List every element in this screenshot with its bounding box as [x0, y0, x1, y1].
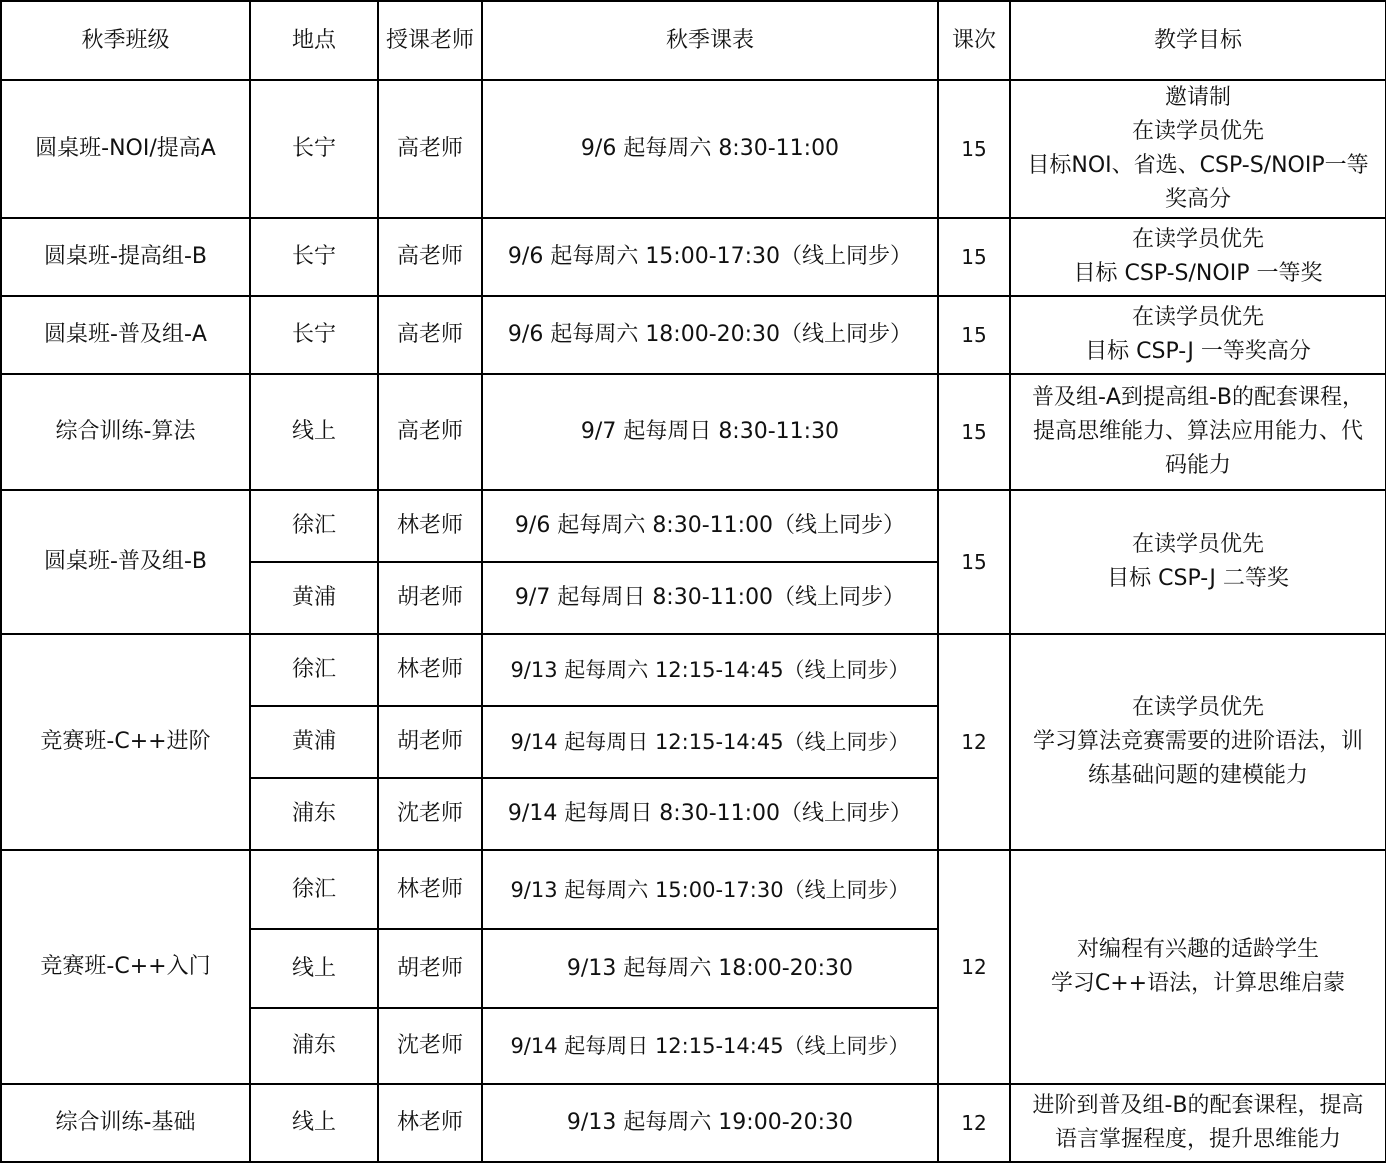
- goal-line: 提高思维能力、算法应用能力、代: [1032, 419, 1363, 444]
- teacher-cell: 高老师: [378, 374, 482, 490]
- location-cell: 长宁: [250, 296, 378, 374]
- location-cell: 线上: [250, 374, 378, 490]
- schedule-cell: 9/7 起每周日 8:30-11:30: [482, 374, 938, 490]
- goal-line: 邀请制: [1164, 85, 1231, 110]
- location-cell: 黄浦: [250, 562, 378, 634]
- goal-cell: [1010, 634, 1386, 850]
- table-row: [1, 490, 1386, 562]
- goal-line: 进阶到普及组-B的配套课程，提高: [1032, 1093, 1364, 1118]
- teacher-cell: 林老师: [378, 634, 482, 706]
- header-count: 课次: [938, 1, 1010, 80]
- header-row: [1, 1, 1386, 80]
- table-row: [1, 296, 1386, 374]
- goal-line: 在读学员优先: [1131, 532, 1264, 557]
- lesson-count-cell: 12: [938, 850, 1010, 1084]
- schedule-cell: 9/6 起每周六 8:30-11:00（线上同步）: [482, 490, 938, 562]
- teacher-cell: 胡老师: [378, 706, 482, 778]
- class-name-cell: 综合训练-基础: [1, 1084, 250, 1162]
- teacher-cell: 林老师: [378, 850, 482, 929]
- teacher-cell: 高老师: [378, 218, 482, 296]
- lesson-count-cell: 15: [938, 490, 1010, 634]
- class-name-cell: 圆桌班-NOI/提高A: [1, 80, 250, 218]
- schedule-cell: 9/6 起每周六 18:00-20:30（线上同步）: [482, 296, 938, 374]
- header-teacher: 授课老师: [378, 1, 482, 80]
- goal-line: 学习C++语法，计算思维启蒙: [1050, 971, 1346, 996]
- location-cell: 徐汇: [250, 634, 378, 706]
- class-name-cell: 竞赛班-C++进阶: [1, 634, 250, 850]
- location-cell: 浦东: [250, 1008, 378, 1084]
- goal-line: 奖高分: [1164, 187, 1231, 212]
- goal-cell: [1010, 490, 1386, 634]
- goal-line: 普及组-A到提高组-B的配套课程，: [1031, 385, 1365, 410]
- goal-line: 学习算法竞赛需要的进阶语法，训: [1032, 729, 1363, 754]
- schedule-cell: 9/7 起每周日 8:30-11:00（线上同步）: [482, 562, 938, 634]
- schedule-cell: 9/13 起每周六 15:00-17:30（线上同步）: [482, 850, 938, 929]
- goal-line: 目标 CSP-J 二等奖: [1107, 566, 1289, 591]
- lesson-count-cell: 12: [938, 1084, 1010, 1162]
- teacher-cell: 沈老师: [378, 778, 482, 850]
- goal-line: 对编程有兴趣的适龄学生: [1076, 937, 1319, 962]
- goal-line: 在读学员优先: [1131, 305, 1264, 330]
- goal-line: 目标NOI、省选、CSP-S/NOIP一等: [1027, 153, 1369, 178]
- schedule-cell: 9/13 起每周六 18:00-20:30: [482, 929, 938, 1008]
- teacher-cell: 林老师: [378, 1084, 482, 1162]
- location-cell: 徐汇: [250, 850, 378, 929]
- table-row: [1, 218, 1386, 296]
- table-row: [1, 80, 1386, 218]
- goal-cell: [1010, 218, 1386, 296]
- table-row: [1, 850, 1386, 929]
- teacher-cell: 高老师: [378, 80, 482, 218]
- location-cell: 徐汇: [250, 490, 378, 562]
- table-row: [1, 634, 1386, 706]
- goal-line: 练基础问题的建模能力: [1087, 763, 1308, 788]
- goal-cell: [1010, 374, 1386, 490]
- teacher-cell: 林老师: [378, 490, 482, 562]
- goal-line: 目标 CSP-S/NOIP 一等奖: [1073, 261, 1323, 286]
- goal-cell: [1010, 850, 1386, 1084]
- lesson-count-cell: 15: [938, 80, 1010, 218]
- schedule-cell: 9/14 起每周日 12:15-14:45（线上同步）: [482, 706, 938, 778]
- schedule-cell: 9/13 起每周六 12:15-14:45（线上同步）: [482, 634, 938, 706]
- class-name-cell: 圆桌班-提高组-B: [1, 218, 250, 296]
- teacher-cell: 胡老师: [378, 929, 482, 1008]
- header-class: 秋季班级: [1, 1, 250, 80]
- location-cell: 浦东: [250, 778, 378, 850]
- teacher-cell: 胡老师: [378, 562, 482, 634]
- goal-line: 在读学员优先: [1131, 227, 1264, 252]
- class-name-cell: 圆桌班-普及组-A: [1, 296, 250, 374]
- location-cell: 线上: [250, 1084, 378, 1162]
- class-name-cell: 综合训练-算法: [1, 374, 250, 490]
- goal-line: 码能力: [1164, 453, 1231, 478]
- goal-cell: [1010, 80, 1386, 218]
- teacher-cell: 沈老师: [378, 1008, 482, 1084]
- goal-line: 在读学员优先: [1131, 695, 1264, 720]
- goal-line: 在读学员优先: [1131, 119, 1264, 144]
- location-cell: 黄浦: [250, 706, 378, 778]
- class-name-cell: 圆桌班-普及组-B: [1, 490, 250, 634]
- header-location: 地点: [250, 1, 378, 80]
- goal-cell: [1010, 296, 1386, 374]
- table-body: [1, 80, 1386, 1162]
- lesson-count-cell: 15: [938, 374, 1010, 490]
- schedule-cell: 9/14 起每周日 8:30-11:00（线上同步）: [482, 778, 938, 850]
- class-name-cell: 竞赛班-C++入门: [1, 850, 250, 1084]
- lesson-count-cell: 15: [938, 218, 1010, 296]
- goal-line: 语言掌握程度，提升思维能力: [1054, 1127, 1341, 1152]
- table-row: [1, 1084, 1386, 1162]
- table-row: [1, 374, 1386, 490]
- location-cell: 长宁: [250, 80, 378, 218]
- schedule-cell: 9/6 起每周六 15:00-17:30（线上同步）: [482, 218, 938, 296]
- lesson-count-cell: 12: [938, 634, 1010, 850]
- schedule-cell: 9/6 起每周六 8:30-11:00: [482, 80, 938, 218]
- location-cell: 线上: [250, 929, 378, 1008]
- header-goal: 教学目标: [1010, 1, 1386, 80]
- goal-cell: [1010, 1084, 1386, 1162]
- goal-line: 目标 CSP-J 一等奖高分: [1085, 339, 1311, 364]
- lesson-count-cell: 15: [938, 296, 1010, 374]
- header-schedule: 秋季课表: [482, 1, 938, 80]
- schedule-cell: 9/14 起每周日 12:15-14:45（线上同步）: [482, 1008, 938, 1084]
- schedule-cell: 9/13 起每周六 19:00-20:30: [482, 1084, 938, 1162]
- location-cell: 长宁: [250, 218, 378, 296]
- teacher-cell: 高老师: [378, 296, 482, 374]
